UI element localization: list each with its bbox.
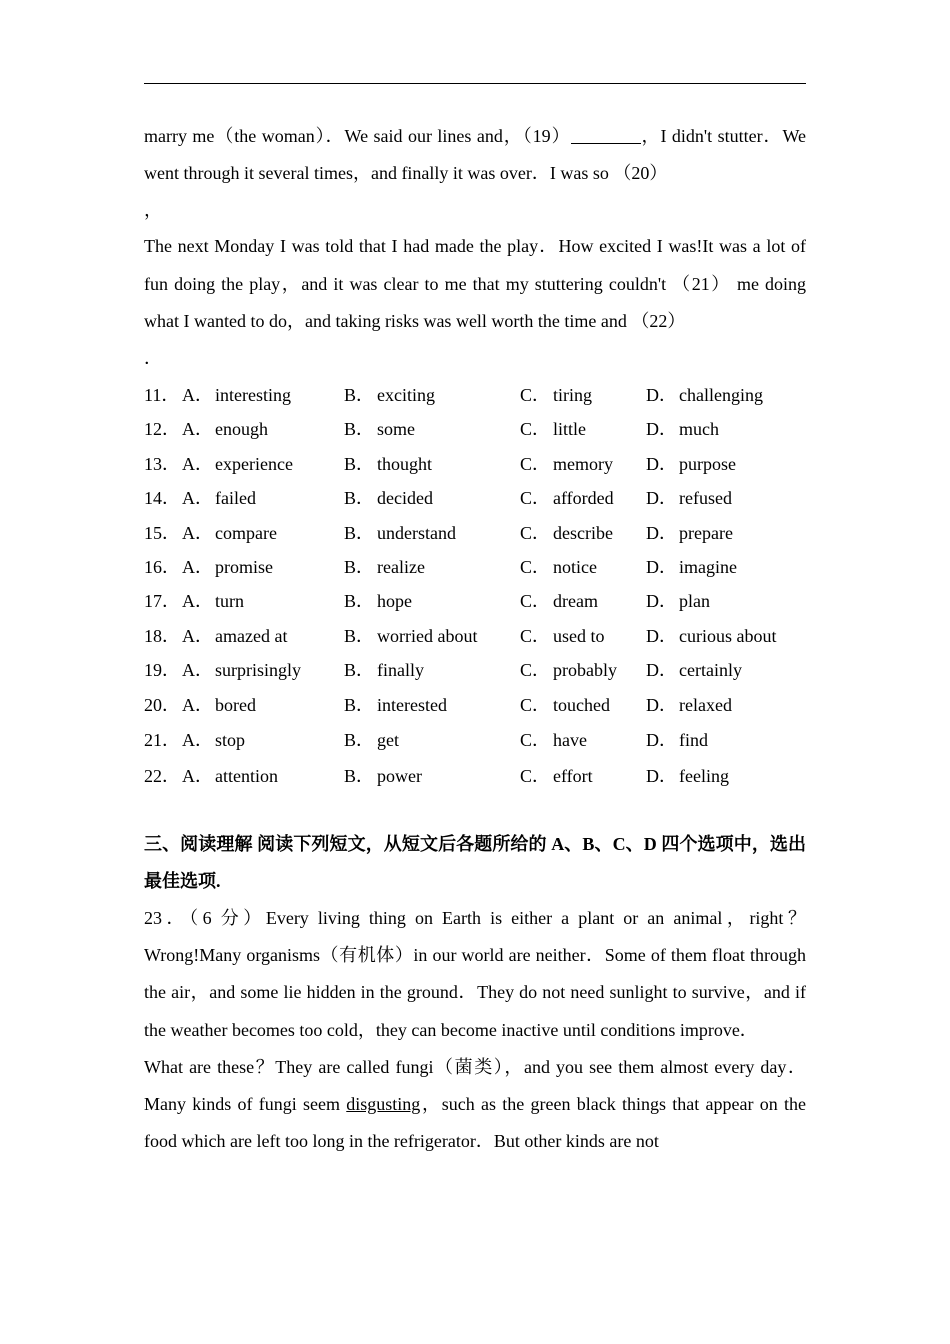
passage-paragraph-2: The next Monday I was told that I had made the play．How excited I was!It was a lot of fun doing the play，and it was clear to me that my stuttering couldn't （21） me doing what I wanted to do，and taking risks was well worth the time and （22）: [144, 236, 806, 331]
option-letter: B．: [344, 694, 375, 715]
option-text: interested: [377, 694, 447, 715]
option-letter: D．: [646, 765, 677, 786]
option-text: bored: [215, 694, 256, 715]
question-number: 19．: [144, 660, 180, 681]
option-c: [520, 447, 613, 481]
option-text: get: [377, 729, 399, 750]
passage-text: ，such as the green black things that appear on the food which are left too long in the refrigerator．But other kinds are not: [144, 1093, 806, 1152]
option-b: [344, 688, 447, 722]
option-letter: C．: [520, 488, 551, 509]
option-d: [646, 688, 732, 722]
option-letter: B．: [344, 488, 375, 509]
question-row: [144, 447, 806, 481]
option-text: surprisingly: [215, 660, 302, 681]
q23-paragraph-1: 23．（6 分）Every living thing on Earth is either a plant or an animal，right？Wrong!Many organisms（有机体）in our world are neither．Some of them float through the air，and some lie hidden in the ground．They do not need sunlight to survive，and if the weather becomes too cold，they can become inactive until conditions improve．: [144, 907, 806, 1040]
option-a: [182, 584, 244, 618]
option-b: [344, 378, 435, 412]
option-text: have: [553, 729, 587, 750]
option-letter: B．: [344, 385, 375, 406]
question-number: 18．: [144, 625, 180, 646]
option-b: [344, 516, 456, 550]
option-letter: C．: [520, 556, 551, 577]
question-row: [144, 412, 806, 446]
question-number: 11．: [144, 385, 180, 406]
option-text: probably: [553, 660, 617, 681]
option-c: [520, 412, 586, 446]
option-letter: C．: [520, 694, 551, 715]
option-text: hope: [377, 591, 412, 612]
option-d: [646, 378, 763, 412]
option-c: [520, 584, 598, 618]
question-number: 12．: [144, 419, 180, 440]
option-letter: D．: [646, 591, 677, 612]
option-text: much: [679, 419, 719, 440]
option-letter: D．: [646, 729, 677, 750]
option-d: [646, 550, 737, 584]
option-text: exciting: [377, 385, 435, 406]
option-text: tiring: [553, 385, 592, 406]
option-b: [344, 758, 422, 794]
question-row: [144, 653, 806, 687]
option-letter: B．: [344, 556, 375, 577]
option-a: [182, 378, 291, 412]
option-text: find: [679, 729, 708, 750]
option-c: [520, 688, 610, 722]
option-text: failed: [215, 488, 256, 509]
option-text: prepare: [679, 522, 733, 543]
option-text: describe: [553, 522, 613, 543]
option-text: some: [377, 419, 415, 440]
option-text: attention: [215, 765, 278, 786]
q23-paragraph-2: [144, 1049, 806, 1161]
option-d: [646, 722, 708, 758]
option-letter: D．: [646, 694, 677, 715]
option-a: [182, 688, 256, 722]
option-letter: A．: [182, 591, 213, 612]
option-a: [182, 722, 245, 758]
option-letter: A．: [182, 419, 213, 440]
option-letter: D．: [646, 625, 677, 646]
question-number: 22．: [144, 765, 180, 786]
option-text: experience: [215, 453, 293, 474]
options-list: [144, 378, 806, 794]
option-letter: A．: [182, 556, 213, 577]
option-c: [520, 722, 587, 758]
passage-text: What are these？They are called fungi（菌类），and you see them almost every day．Many kinds of fungi seem: [144, 1056, 806, 1114]
question-row: [144, 516, 806, 550]
option-text: enough: [215, 419, 268, 440]
option-letter: D．: [646, 488, 677, 509]
option-text: interesting: [215, 385, 291, 406]
question-row: [144, 550, 806, 584]
question-row: [144, 481, 806, 515]
option-a: [182, 550, 273, 584]
option-text: amazed at: [215, 625, 288, 646]
option-text: little: [553, 419, 586, 440]
option-text: stop: [215, 729, 246, 750]
option-letter: B．: [344, 522, 375, 543]
option-d: [646, 653, 742, 687]
option-letter: A．: [182, 694, 213, 715]
passage-tail-2: ．: [144, 348, 162, 369]
option-letter: A．: [182, 660, 213, 681]
option-text: challenging: [679, 385, 763, 406]
option-text: refused: [679, 488, 732, 509]
option-letter: B．: [344, 591, 375, 612]
option-b: [344, 619, 477, 653]
option-b: [344, 447, 432, 481]
option-text: decided: [377, 488, 433, 509]
option-b: [344, 481, 433, 515]
option-letter: A．: [182, 522, 213, 543]
option-text: afforded: [553, 488, 614, 509]
option-text: purpose: [679, 453, 736, 474]
option-letter: A．: [182, 765, 213, 786]
option-letter: D．: [646, 522, 677, 543]
passage-text: marry me（the woman）．We said our lines and，（19）: [144, 126, 571, 146]
option-c: [520, 653, 617, 687]
question-number: 20．: [144, 694, 180, 715]
question-row: [144, 378, 806, 412]
option-c: [520, 758, 593, 794]
option-letter: B．: [344, 765, 375, 786]
option-letter: D．: [646, 660, 677, 681]
option-letter: D．: [646, 385, 677, 406]
option-a: [182, 447, 293, 481]
option-a: [182, 758, 278, 794]
question-row: [144, 758, 806, 794]
option-text: power: [377, 765, 422, 786]
question-row: [144, 584, 806, 618]
option-text: worried about: [377, 625, 478, 646]
option-d: [646, 481, 732, 515]
option-b: [344, 722, 399, 758]
option-letter: B．: [344, 729, 375, 750]
question-number: 17．: [144, 591, 180, 612]
option-a: [182, 412, 268, 446]
option-letter: C．: [520, 522, 551, 543]
option-text: relaxed: [679, 694, 732, 715]
option-letter: A．: [182, 453, 213, 474]
option-a: [182, 516, 277, 550]
option-text: realize: [377, 556, 425, 577]
option-d: [646, 619, 776, 653]
option-letter: C．: [520, 765, 551, 786]
option-letter: D．: [646, 453, 677, 474]
passage-text: ，I didn't stutter．We went through it several times，and finally it was over．I was so （20）: [144, 126, 806, 184]
answer-blank-19: [571, 125, 641, 144]
option-a: [182, 653, 301, 687]
option-text: effort: [553, 765, 593, 786]
option-c: [520, 619, 605, 653]
question-number: 15．: [144, 522, 180, 543]
question-row: [144, 688, 806, 722]
option-d: [646, 758, 729, 794]
section-heading: 三、阅读理解 阅读下列短文，从短文后各题所给的 A、B、C、D 四个选项中，选出最佳选项.: [144, 833, 806, 891]
option-letter: B．: [344, 419, 375, 440]
option-b: [344, 550, 425, 584]
option-text: curious about: [679, 625, 777, 646]
option-letter: C．: [520, 591, 551, 612]
question-number: 14．: [144, 488, 180, 509]
option-letter: C．: [520, 453, 551, 474]
option-text: turn: [215, 591, 244, 612]
option-text: compare: [215, 522, 277, 543]
option-text: dream: [553, 591, 598, 612]
option-letter: D．: [646, 419, 677, 440]
option-a: [182, 481, 256, 515]
option-letter: B．: [344, 660, 375, 681]
option-letter: B．: [344, 453, 375, 474]
option-d: [646, 584, 710, 618]
question-number: 21．: [144, 729, 180, 750]
option-letter: A．: [182, 385, 213, 406]
option-text: understand: [377, 522, 456, 543]
option-text: finally: [377, 660, 424, 681]
option-letter: C．: [520, 385, 551, 406]
option-d: [646, 412, 719, 446]
passage-tail-1: ，: [144, 200, 162, 221]
option-letter: C．: [520, 419, 551, 440]
option-text: touched: [553, 694, 610, 715]
option-letter: C．: [520, 625, 551, 646]
question-row: [144, 722, 806, 758]
option-d: [646, 516, 733, 550]
option-letter: B．: [344, 625, 375, 646]
option-c: [520, 481, 614, 515]
option-c: [520, 550, 597, 584]
option-letter: A．: [182, 625, 213, 646]
document-body: [144, 118, 806, 1160]
option-text: promise: [215, 556, 273, 577]
option-letter: A．: [182, 488, 213, 509]
option-letter: A．: [182, 729, 213, 750]
option-c: [520, 378, 592, 412]
option-text: memory: [553, 453, 613, 474]
option-text: imagine: [679, 556, 737, 577]
option-c: [520, 516, 613, 550]
option-text: plan: [679, 591, 710, 612]
option-b: [344, 653, 424, 687]
question-row: [144, 619, 806, 653]
option-a: [182, 619, 287, 653]
option-text: certainly: [679, 660, 742, 681]
passage-paragraph-1: [144, 118, 806, 192]
question-number: 16．: [144, 556, 180, 577]
question-number: 13．: [144, 453, 180, 474]
option-d: [646, 447, 736, 481]
option-letter: C．: [520, 660, 551, 681]
option-text: thought: [377, 453, 433, 474]
underlined-word: disgusting: [346, 1093, 421, 1114]
option-letter: D．: [646, 556, 677, 577]
option-letter: C．: [520, 729, 551, 750]
option-text: feeling: [679, 765, 729, 786]
option-b: [344, 412, 415, 446]
header-rule: [144, 83, 806, 84]
option-text: used to: [553, 625, 605, 646]
option-text: notice: [553, 556, 597, 577]
option-b: [344, 584, 412, 618]
